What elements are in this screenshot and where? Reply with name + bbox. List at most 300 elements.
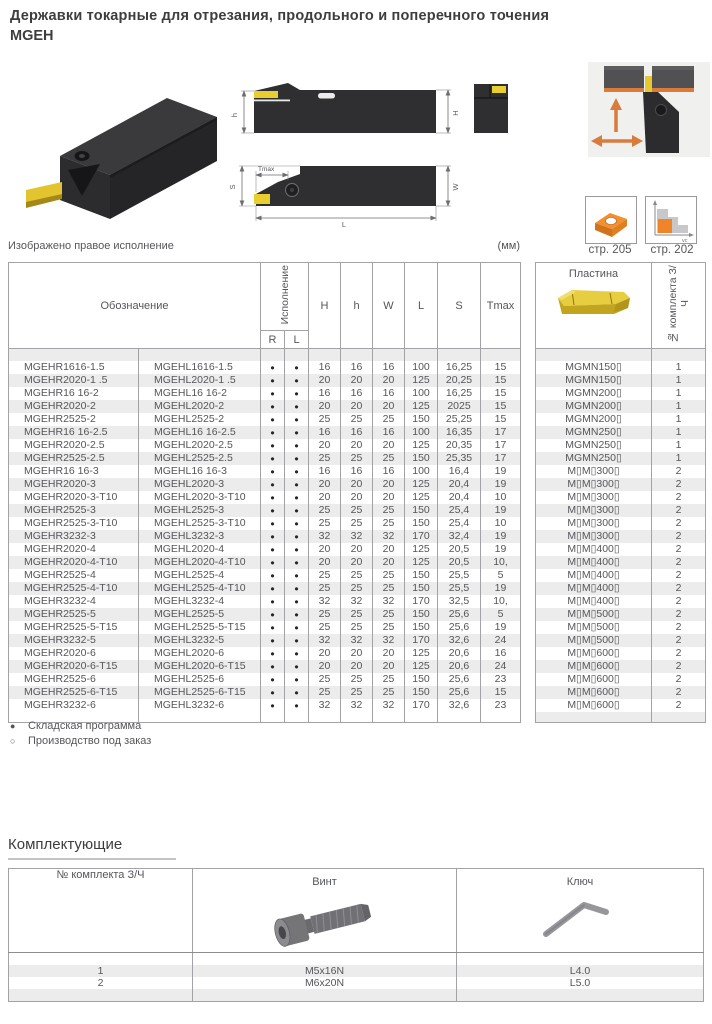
filler-cell [536,712,652,723]
cell-W: 20 [373,543,405,556]
filler-row [9,349,521,362]
cell-screw: M6x20N [193,977,457,989]
cell-insert: MGMN200▯ [536,387,652,400]
cell-h: 25 [341,504,373,517]
filler-cell [9,989,193,1002]
filler-row [9,953,704,966]
main-table-row [9,673,521,686]
filler-cell [373,712,405,723]
stock-dot-l: ● [285,374,309,387]
cell-designation-l: MGEHL16 16-2 [139,387,261,400]
main-table-row [9,660,521,673]
cell-S: 25,5 [438,569,481,582]
page-title: Державки токарные для отрезания, продольного и поперечного точения [10,8,550,24]
insert-table-row [536,478,706,491]
cell-S: 25,25 [438,413,481,426]
stock-dot-r: ● [261,686,285,699]
filler-cell [193,989,457,1002]
cell-L: 100 [405,465,438,478]
cell-S: 25,5 [438,582,481,595]
cell-S: 32,5 [438,595,481,608]
cell-W: 25 [373,569,405,582]
components-row [9,977,704,989]
filler-cell [438,712,481,723]
cell-Tmax: 15 [481,686,521,699]
cell-L: 125 [405,491,438,504]
insert-icon [586,197,636,243]
cell-Tmax: 10 [481,491,521,504]
application-image [588,62,710,157]
stock-dot-r: ● [261,673,285,686]
filler-cell [309,712,341,723]
filler-cell [536,349,652,362]
stock-dot-l: ● [285,699,309,712]
filler-cell [285,349,309,362]
cell-W: 25 [373,504,405,517]
cell-insert: M▯M▯600▯ [536,647,652,660]
cell-Tmax: 19 [481,621,521,634]
filler-cell [139,349,261,362]
filler-cell [139,712,261,723]
stock-dot-r: ● [261,530,285,543]
filler-cell [457,953,704,966]
cell-h: 20 [341,400,373,413]
cell-designation-r: MGEHR2525-4-T10 [9,582,139,595]
cell-kit-number: 2 [9,977,193,989]
cell-designation-r: MGEHR2525-6 [9,673,139,686]
cell-kit-number: 2 [652,608,706,621]
col-header-L: L [405,263,438,349]
cell-kit-number: 2 [652,517,706,530]
components-table [8,868,704,1002]
main-table-row [9,478,521,491]
cell-h: 20 [341,647,373,660]
cell-Tmax: 15 [481,374,521,387]
cell-H: 20 [309,647,341,660]
cell-insert: M▯M▯500▯ [536,621,652,634]
stock-dot-l: ● [285,465,309,478]
stock-dot-l: ● [285,452,309,465]
col-header-R: R [261,331,285,349]
cell-H: 16 [309,387,341,400]
cell-H: 32 [309,634,341,647]
filled-dot-icon: ● [10,721,16,731]
insert-table-row [536,517,706,530]
cell-kit-number: 2 [652,634,706,647]
cell-designation-l: MGEHL1616-1.5 [139,361,261,374]
main-table-row [9,374,521,387]
cell-designation-r: MGEHR3232-5 [9,634,139,647]
stock-dot-r: ● [261,426,285,439]
cell-W: 32 [373,699,405,712]
stock-dot-r: ● [261,413,285,426]
cell-S: 25,6 [438,673,481,686]
dim-label-h: h [230,112,239,118]
cell-designation-r: MGEHR2020-4-T10 [9,556,139,569]
cell-H: 32 [309,530,341,543]
cell-W: 16 [373,426,405,439]
cell-h: 20 [341,439,373,452]
col-header-kit-number: № комплекта З/Ч [9,869,193,953]
components-heading: Комплектующие [8,836,123,853]
filler-cell [652,712,706,723]
stock-dot-r: ● [261,400,285,413]
insert-photo [552,284,636,320]
cell-h: 32 [341,699,373,712]
cell-W: 25 [373,582,405,595]
insert-table-row [536,361,706,374]
main-table-row [9,387,521,400]
filler-cell [193,953,457,966]
note-right-hand-version: Изображено правое исполнение [8,240,174,252]
cell-designation-l: MGEHL2525-3-T10 [139,517,261,530]
cell-insert: M▯M▯300▯ [536,478,652,491]
cell-insert: M▯M▯400▯ [536,595,652,608]
cell-designation-r: MGEHR2020-1 .5 [9,374,139,387]
cell-W: 20 [373,647,405,660]
stock-dot-l: ● [285,426,309,439]
cell-H: 25 [309,686,341,699]
cell-h: 25 [341,582,373,595]
insert-table-row [536,426,706,439]
cell-designation-l: MGEHL3232-6 [139,699,261,712]
legend-made-to-order [10,734,151,749]
cell-W: 25 [373,608,405,621]
main-table-row [9,452,521,465]
filler-cell [438,349,481,362]
cell-insert: MGMN250▯ [536,439,652,452]
stock-dot-l: ● [285,608,309,621]
stock-dot-l: ● [285,413,309,426]
cell-designation-r: MGEHR2020-3 [9,478,139,491]
cell-S: 16,25 [438,387,481,400]
cell-designation-l: MGEHL2525-6 [139,673,261,686]
insert-table-row [536,582,706,595]
stock-dot-r: ● [261,491,285,504]
stock-dot-r: ● [261,452,285,465]
legend-stock-program [10,719,151,734]
cell-H: 16 [309,426,341,439]
main-table-row [9,699,521,712]
cell-designation-l: MGEHL2525-5-T15 [139,621,261,634]
cell-h: 20 [341,660,373,673]
cell-designation-r: MGEHR3232-4 [9,595,139,608]
stock-dot-l: ● [285,673,309,686]
cell-h: 25 [341,569,373,582]
cell-insert: M▯M▯400▯ [536,543,652,556]
cell-H: 25 [309,569,341,582]
cell-W: 16 [373,465,405,478]
cell-S: 25,6 [438,621,481,634]
cell-S: 20,5 [438,556,481,569]
cell-L: 125 [405,400,438,413]
cell-Tmax: 15 [481,387,521,400]
cell-h: 32 [341,634,373,647]
cell-H: 25 [309,413,341,426]
col-header-S: S [438,263,481,349]
cell-Tmax: 19 [481,465,521,478]
cell-Tmax: 17 [481,439,521,452]
cell-designation-l: MGEHL2525-6-T15 [139,686,261,699]
stock-dot-r: ● [261,439,285,452]
legend-stock-label: Складская программа [28,720,142,732]
filler-cell [405,349,438,362]
cell-Tmax: 17 [481,452,521,465]
cell-insert: M▯M▯400▯ [536,569,652,582]
cell-Tmax: 15 [481,361,521,374]
cell-designation-l: MGEHL2020-6-T15 [139,660,261,673]
cell-S: 2025 [438,400,481,413]
cell-S: 25,35 [438,452,481,465]
cell-designation-r: MGEHR2525-6-T15 [9,686,139,699]
cell-h: 25 [341,686,373,699]
cell-H: 20 [309,491,341,504]
cell-designation-l: MGEHL2020-3-T10 [139,491,261,504]
insert-table-row [536,491,706,504]
cell-H: 16 [309,361,341,374]
cell-S: 20,6 [438,647,481,660]
cell-designation-l: MGEHL2020-3 [139,478,261,491]
insert-table-row [536,621,706,634]
filler-cell [481,712,521,723]
cell-insert: M▯M▯300▯ [536,504,652,517]
cell-h: 25 [341,608,373,621]
stock-dot-r: ● [261,465,285,478]
stock-dot-r: ● [261,660,285,673]
cell-designation-l: MGEHL3232-3 [139,530,261,543]
cell-designation-r: MGEHR2525-2 [9,413,139,426]
cell-kit-number: 2 [652,595,706,608]
cell-kit-number: 2 [652,647,706,660]
cell-kit-number: 1 [652,387,706,400]
cell-Tmax: 10, [481,595,521,608]
cell-designation-r: MGEHR16 16-3 [9,465,139,478]
main-table-row [9,634,521,647]
insert-table-row [536,530,706,543]
page-ref-202: стр. 202 [650,244,694,256]
cell-L: 125 [405,647,438,660]
cell-W: 32 [373,530,405,543]
cell-L: 100 [405,361,438,374]
insert-table [535,262,706,723]
cell-designation-r: MGEHR2020-3-T10 [9,491,139,504]
cell-designation-r: MGEHR2525-5-T15 [9,621,139,634]
cell-L: 150 [405,686,438,699]
cell-L: 170 [405,699,438,712]
stock-dot-l: ● [285,439,309,452]
filler-cell [481,349,521,362]
cell-kit-number: 1 [652,361,706,374]
cell-kit-number: 1 [652,426,706,439]
cell-insert: MGMN150▯ [536,374,652,387]
cell-designation-r: MGEHR2020-6 [9,647,139,660]
cell-insert: M▯M▯300▯ [536,465,652,478]
filler-cell [341,349,373,362]
stock-dot-r: ● [261,504,285,517]
cell-H: 20 [309,374,341,387]
cell-H: 25 [309,517,341,530]
dim-label-W: W [451,183,460,191]
cell-L: 170 [405,634,438,647]
cell-insert: MGMN200▯ [536,400,652,413]
cell-insert: MGMN150▯ [536,361,652,374]
main-table-row [9,647,521,660]
screw-image [270,892,380,950]
col-header-execution: Исполнение [261,263,309,331]
cutting-data-page-icon [645,196,697,244]
cell-kit-number: 2 [652,543,706,556]
cell-L: 150 [405,673,438,686]
cell-S: 25,6 [438,608,481,621]
cell-Tmax: 24 [481,660,521,673]
cell-Tmax: 19 [481,543,521,556]
cell-designation-l: MGEHL2020-4 [139,543,261,556]
cell-h: 32 [341,530,373,543]
cell-designation-r: MGEHR1616-1.5 [9,361,139,374]
cell-H: 32 [309,699,341,712]
cell-designation-l: MGEHL2020-4-T10 [139,556,261,569]
cell-designation-l: MGEHL16 16-3 [139,465,261,478]
filler-row [536,712,706,723]
filler-cell [261,712,285,723]
insert-page-icon [585,196,637,244]
stock-dot-l: ● [285,361,309,374]
cell-W: 32 [373,634,405,647]
main-table-row [9,491,521,504]
cell-W: 25 [373,686,405,699]
col-header-insert [536,263,652,349]
stock-dot-l: ● [285,647,309,660]
cell-Tmax: 19 [481,530,521,543]
page-subtitle-model: MGEH [10,28,54,44]
cell-H: 25 [309,621,341,634]
insert-table-row [536,439,706,452]
cell-W: 20 [373,556,405,569]
cell-H: 20 [309,400,341,413]
cell-S: 25,4 [438,504,481,517]
cell-designation-l: MGEHL2525-4-T10 [139,582,261,595]
legend [10,719,151,749]
main-table-row [9,530,521,543]
components-row [9,965,704,977]
stock-dot-r: ● [261,621,285,634]
main-table-row [9,439,521,452]
open-dot-icon: ○ [10,736,16,746]
cell-insert: MGMN250▯ [536,426,652,439]
col-header-designation: Обозначение [9,263,261,349]
main-table-row [9,465,521,478]
cell-S: 16,25 [438,361,481,374]
cell-h: 25 [341,517,373,530]
cell-kit-number: 2 [652,582,706,595]
insert-table-row [536,387,706,400]
cell-S: 16,35 [438,426,481,439]
cell-kit-number: 2 [652,465,706,478]
cell-S: 25,6 [438,686,481,699]
cell-h: 20 [341,374,373,387]
cell-H: 20 [309,478,341,491]
cell-designation-r: MGEHR2020-4 [9,543,139,556]
stock-dot-r: ● [261,556,285,569]
cell-insert: M▯M▯600▯ [536,660,652,673]
main-table-row [9,426,521,439]
cell-insert: M▯M▯600▯ [536,699,652,712]
stock-dot-l: ● [285,556,309,569]
cell-Tmax: 19 [481,478,521,491]
cell-H: 25 [309,608,341,621]
main-table-row [9,413,521,426]
stock-dot-l: ● [285,634,309,647]
cell-insert: M▯M▯300▯ [536,517,652,530]
col-header-H: H [309,263,341,349]
stock-dot-r: ● [261,634,285,647]
cutting-chart-icon [646,197,696,243]
cell-kit-number: 2 [652,504,706,517]
cell-insert: M▯M▯600▯ [536,686,652,699]
stock-dot-r: ● [261,595,285,608]
cell-designation-r: MGEHR2020-2.5 [9,439,139,452]
cell-designation-r: MGEHR2525-5 [9,608,139,621]
cell-H: 32 [309,595,341,608]
cell-h: 20 [341,556,373,569]
insert-table-row [536,556,706,569]
cell-W: 16 [373,361,405,374]
filler-cell [309,349,341,362]
cell-W: 32 [373,595,405,608]
cell-S: 25,4 [438,517,481,530]
cell-L: 150 [405,413,438,426]
filler-cell [261,349,285,362]
main-table-row [9,595,521,608]
filler-row [536,349,706,362]
main-table-row [9,582,521,595]
insert-table-row [536,400,706,413]
cell-insert: M▯M▯300▯ [536,530,652,543]
cell-L: 170 [405,595,438,608]
stock-dot-l: ● [285,582,309,595]
cell-W: 25 [373,452,405,465]
cell-designation-r: MGEHR16 16-2 [9,387,139,400]
cell-insert: M▯M▯500▯ [536,634,652,647]
col-header-h: h [341,263,373,349]
page-ref-205: стр. 205 [588,244,632,256]
cell-h: 25 [341,621,373,634]
main-table-row [9,608,521,621]
cell-Tmax: 23 [481,699,521,712]
key-label: Ключ [566,876,594,888]
cell-h: 16 [341,387,373,400]
cell-Tmax: 15 [481,400,521,413]
filler-cell [457,989,704,1002]
main-table-row [9,569,521,582]
insert-table-row [536,374,706,387]
col-header-key [457,869,704,953]
stock-dot-r: ● [261,543,285,556]
main-table-row [9,517,521,530]
cell-designation-r: MGEHR3232-3 [9,530,139,543]
cell-kit-number: 2 [652,569,706,582]
stock-dot-r: ● [261,478,285,491]
cell-L: 150 [405,582,438,595]
cell-Tmax: 23 [481,673,521,686]
cell-key: L4.0 [457,965,704,977]
cell-designation-l: MGEHL2525-2.5 [139,452,261,465]
cell-insert: M▯M▯300▯ [536,491,652,504]
stock-dot-l: ● [285,595,309,608]
cell-designation-l: MGEHL2525-2 [139,413,261,426]
cell-kit-number: 1 [652,439,706,452]
cell-H: 25 [309,582,341,595]
